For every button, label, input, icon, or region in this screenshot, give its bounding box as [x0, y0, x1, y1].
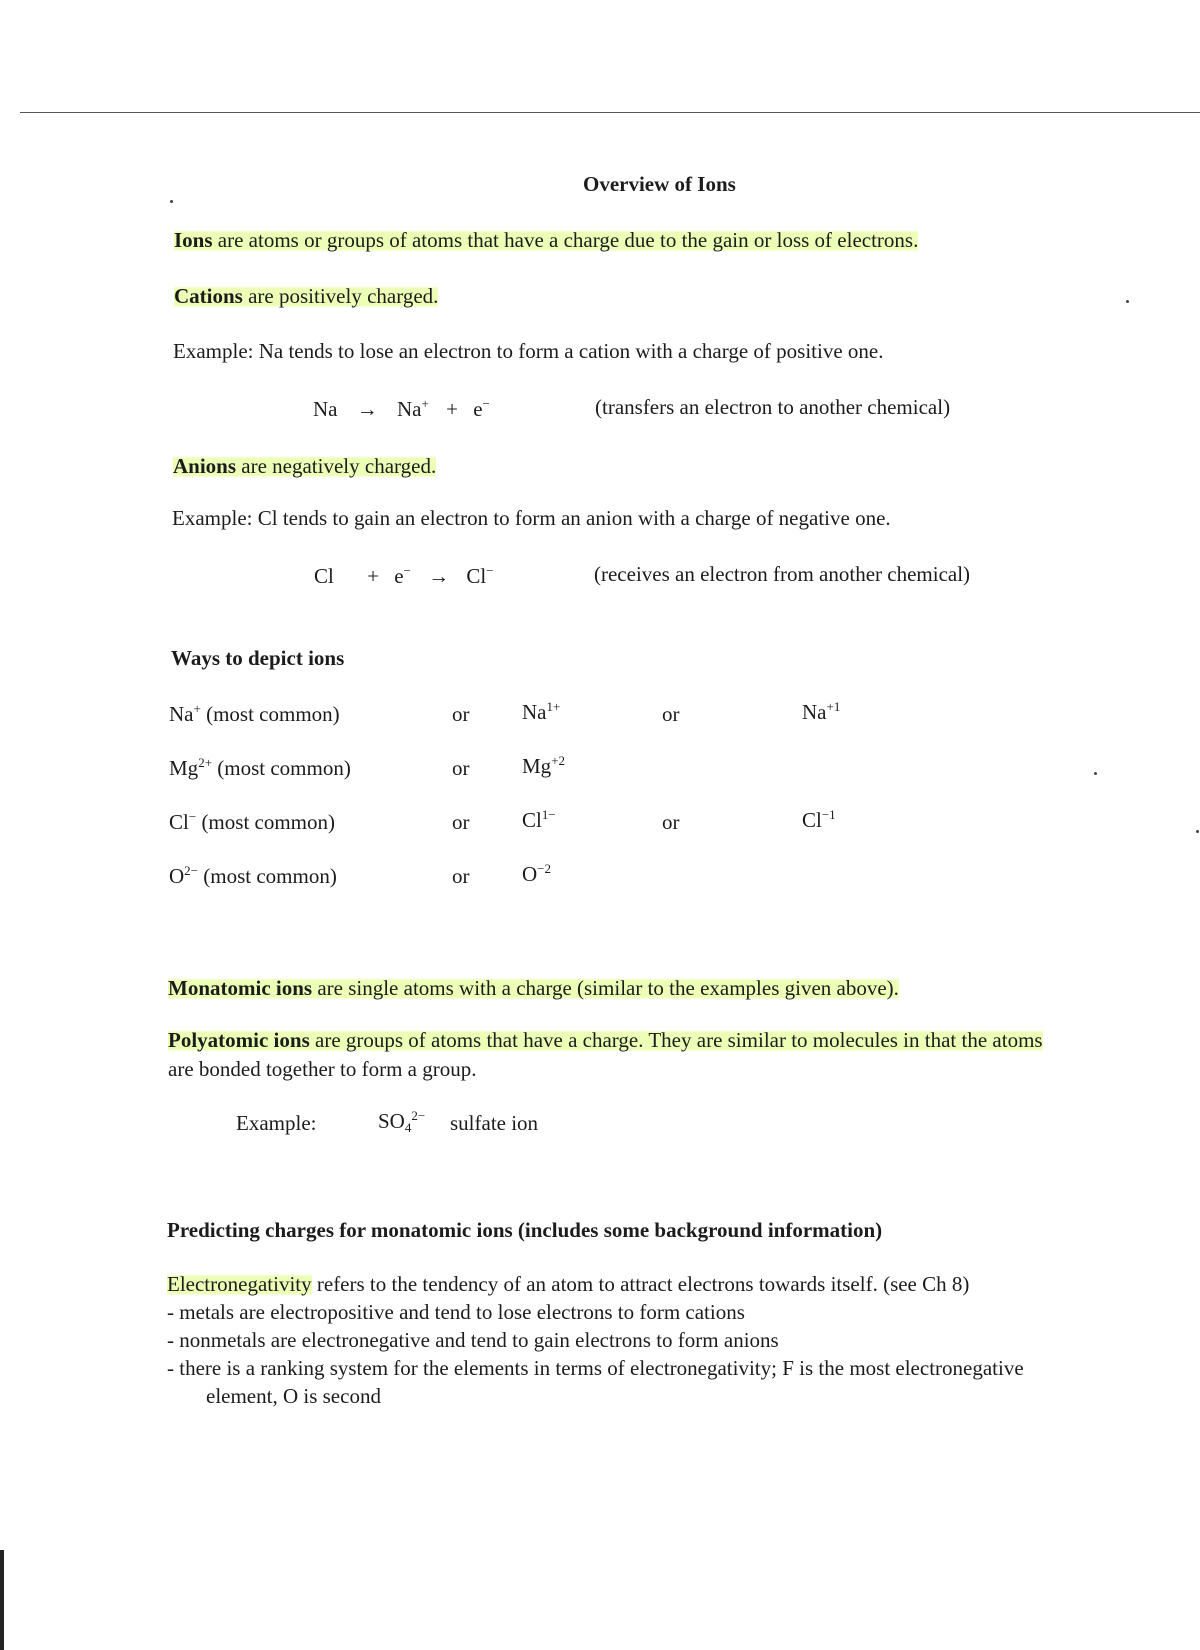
predicting-heading: Predicting charges for monatomic ions (includes some background information): [167, 1218, 883, 1242]
anion-equation-note: (receives an electron from another chemical): [594, 562, 971, 586]
depict-row-cl-alt2: $Cl^{-1}$: [802, 807, 836, 832]
depict-row-mg-alt1: $Mg^{+2}$: [522, 753, 566, 778]
eq-cl: Cl: [314, 564, 334, 588]
depict-row-na-alt1: $Na^{1+}$: [522, 699, 561, 724]
sulfate-formula: $SO_4^{2-}$: [378, 1108, 426, 1135]
bullet-metals: - metals are electropositive and tend to lose electrons to form cations: [167, 1300, 745, 1324]
anions-definition: [173, 454, 436, 478]
bullet-ranking-continued: element, O is second: [206, 1384, 381, 1408]
depict-row-cl-common: Cl− (most common): [169, 809, 336, 834]
or-label: or: [452, 864, 470, 888]
cation-example: Example: Na tends to lose an electron to form a cation with a charge of positive one.: [173, 339, 884, 363]
ions-text: are atoms or groups of atoms that have a charge due to the gain or loss of electrons.: [212, 228, 919, 252]
bullet-ranking: - there is a ranking system for the elements in terms of electronegativity; F is the most electronegative: [167, 1356, 1024, 1380]
or-label: or: [452, 756, 470, 780]
cations-definition: [174, 284, 438, 308]
eq-plus-2: +: [367, 564, 379, 588]
polyatomic-text-1: are groups of atoms that have a charge. They are similar to molecules in that the atoms: [309, 1028, 1043, 1052]
scan-speck: [1196, 830, 1199, 833]
bullet-nonmetals: - nonmetals are electronegative and tend to gain electrons to form anions: [167, 1328, 779, 1352]
eq-na-ion: Na+: [397, 396, 429, 421]
or-label: or: [662, 810, 680, 834]
or-label: or: [452, 810, 470, 834]
anion-example: Example: Cl tends to gain an electron to form an anion with a charge of negative one.: [172, 506, 891, 530]
scan-speck: [1126, 300, 1129, 303]
depict-row-na-alt2: $Na^{+1}$: [802, 699, 841, 724]
depict-row-mg-common: $Mg^{2+}$ (most common): [169, 755, 351, 780]
eq-electron-2: e−: [394, 563, 411, 588]
sulfate-name: sulfate ion: [450, 1111, 539, 1135]
monatomic-text: are single atoms with a charge (similar to the examples given above).: [312, 976, 899, 1000]
page-title: Overview of Ions: [583, 172, 736, 196]
cation-equation-note: (transfers an electron to another chemical): [595, 395, 951, 419]
scan-speck: [170, 200, 173, 203]
scan-edge: [0, 1550, 4, 1650]
eq-electron: e−: [473, 396, 490, 421]
anion-equation: [314, 564, 494, 588]
scan-speck: [1094, 772, 1097, 775]
polyatomic-definition: [168, 1028, 1043, 1052]
depict-row-o-alt1: $O^{-2}$: [522, 861, 552, 886]
polyatomic-term: Polyatomic ions: [168, 1028, 310, 1052]
cation-equation: [313, 397, 490, 421]
eq-cl-ion: Cl−: [466, 563, 494, 588]
polyatomic-text-2: are bonded together to form a group.: [168, 1057, 477, 1081]
or-label: or: [452, 702, 470, 726]
electronegativity-text: refers to the tendency of an atom to attract electrons towards itself. (see Ch 8): [311, 1272, 970, 1296]
depict-row-cl-alt1: $Cl^{1-}$: [522, 807, 556, 832]
eq-plus: +: [446, 397, 458, 421]
electronegativity-definition: [167, 1272, 969, 1296]
monatomic-definition: [168, 976, 899, 1000]
ions-definition: [174, 228, 918, 252]
depict-heading: Ways to depict ions: [171, 646, 345, 670]
cations-term: Cations: [174, 284, 243, 308]
or-label: or: [662, 702, 680, 726]
eq-arrow: →: [356, 397, 378, 421]
ions-term: Ions: [174, 228, 213, 252]
anions-term: Anions: [173, 454, 237, 478]
electronegativity-term: Electronegativity: [167, 1272, 312, 1296]
eq-arrow-2: →: [428, 564, 450, 588]
monatomic-term: Monatomic ions: [168, 976, 313, 1000]
eq-na: Na: [313, 397, 338, 421]
depict-row-o-common: $O^{2-}$ (most common): [169, 863, 337, 888]
top-rule: [20, 112, 1200, 113]
polyatomic-example-label: Example:: [236, 1111, 317, 1135]
anions-text: are negatively charged.: [236, 454, 437, 478]
cations-text: are positively charged.: [242, 284, 439, 308]
depict-row-na-common: Na+ (most common): [169, 701, 340, 726]
